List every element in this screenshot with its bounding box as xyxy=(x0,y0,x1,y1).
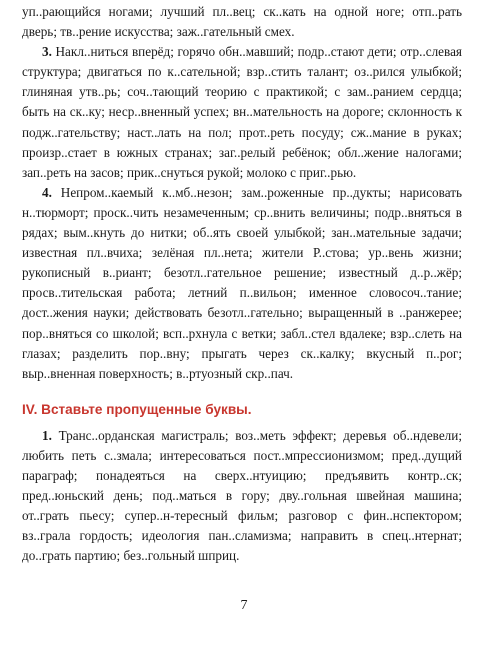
exercise-paragraph-continuation xyxy=(22,2,462,42)
paragraph-text: Транс..орданская магистраль; воз..меть эффект; деревья об..ндевели; любить петь с..змала; интересоваться пост..мпрессионизмом; пред..дущий параграф; понадеяться на сверх..нтуицию; предъявить контр..ск; пред..юньский день; под..маться в гору; дву..гольная швейная машина; от..грать пьесу; супер..н-тересный фильм; разговор с фин..нспектором; вз..грала гордость; идеология пан..сламизма; направить в спец..нтернат; до..грать партию; без..гольный шприц. xyxy=(22,427,462,564)
paragraph-text: Непром..каемый к..мб..незон; зам..роженные пр..дукты; нарисовать н..тюрморт; проск..чить незамеченным; ср..внить величины; подр..вняться в рядах; вым..кнуть до нитки; об..ять своей улыбкой; зан..мательные задачи; известная пл..вчиха; зелёная пл..нета; жители Р..стова; ур..вень жизни; рукописный в..риант; безотл..гательное решение; известный д..р..жёр; просв..тительская работа; летний п..вильон; именное словосоч..тание; дост..жения науки; действовать безотл..гательно; выращенный в ..ранжерее; пор..вняться со школой; всп..рхнула с ветки; забл..стел вдалеке; взр..слеть на глазах; разделить пор..вну; прыгать через ск..калку; вкусный п..рог; выр..вненная поверхность; в..ртуозный скр..пач. xyxy=(22,184,462,381)
paragraph-text: Накл..ниться вперёд; горячо обн..мавший; подр..стают дети; отр..слевая структура; двигаться по к..сательной; взр..стить талант; оз..рился улыбкой; глиняная утв..рь; соч..тающий теорию с практикой; с зам..ранием сердца; быть на ск..ку; неср..вненный успех; вн..мательность на дороге; склонность к подж..гательству; наст..лать на пол; прот..реть посуду; сж..мание в руках; произр..стает в южных странах; заг..релый ребёнок; обл..жение налогами; зап..реть на засов; прик..снуться рукой; молоко с приг..рью. xyxy=(22,44,462,180)
paragraph-text: уп..рающийся ногами; лучший пл..вец; ск..кать на одной ноге; отп..рать дверь; тв..рение искусства; заж..гательный смех. xyxy=(22,4,462,40)
section-item-1 xyxy=(22,426,462,567)
exercise-item-3 xyxy=(22,42,462,183)
item-number: 1. xyxy=(42,427,52,443)
item-number: 3. xyxy=(42,44,52,60)
exercise-item-4 xyxy=(22,183,462,384)
section-heading: IV. Вставьте пропущенные буквы. xyxy=(22,401,252,417)
item-number: 4. xyxy=(42,184,52,200)
page-number: 7 xyxy=(240,598,248,613)
